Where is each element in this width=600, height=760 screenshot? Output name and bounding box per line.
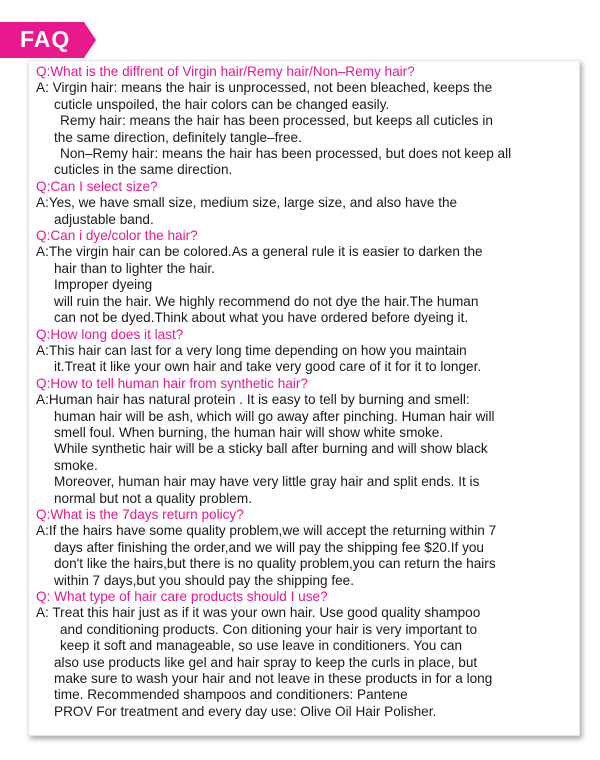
answer-6-line-1: A:If the hairs have some quality problem,we will accept the returning within 7 — [36, 523, 497, 539]
answer-2-line-2: adjustable band. — [54, 211, 154, 227]
answer-7-line-1: A: Treat this hair just as if it was your own hair. Use good quality shampoo — [36, 605, 481, 621]
answer-7-line-4: also use products like gel and hair spray to keep the curls in place, but — [54, 654, 478, 670]
answer-6-line-3: don't like the hairs,but there is no quality problem,you can return the hairs — [54, 556, 496, 572]
answer-3-line-2: hair than to lighter the hair. — [54, 260, 215, 276]
answer-1-line-5: Non–Remy hair: means the hair has been processed, but does not keep all — [60, 146, 512, 162]
question-4: Q:How long does it last? — [36, 326, 184, 342]
answer-4-line-1: A:This hair can last for a very long time depending on how you maintain — [36, 342, 467, 358]
answer-3-line-5: can not be dyed.Think about what you have ordered before dyeing it. — [54, 310, 469, 326]
faq-content — [36, 64, 564, 720]
answer-4-line-2: it.Treat it like your own hair and take very good care of it for it to longer. — [54, 359, 482, 375]
answer-2-line-1: A:Yes, we have small size, medium size, large size, and also have the — [36, 195, 458, 211]
answer-5-line-4: While synthetic hair will be a sticky ball after burning and will show black — [54, 441, 488, 457]
answer-3-line-4: will ruin the hair. We highly recommend do not dye the hair.The human — [54, 293, 479, 309]
answer-1-line-1: A: Virgin hair: means the hair is unprocessed, not been bleached, keeps the — [36, 80, 493, 96]
faq-badge — [0, 22, 96, 58]
answer-5-line-2: human hair will be ash, which will go away after pinching. Human hair will — [54, 408, 495, 424]
answer-3-line-1: A:The virgin hair can be colored.As a general rule it is easier to darken the — [36, 244, 483, 260]
answer-3-line-3: Improper dyeing — [54, 277, 153, 293]
answer-7-line-5: make sure to wash your hair and not leave in these products in for a long — [54, 671, 493, 687]
answer-1-line-6: cuticles in the same direction. — [54, 162, 233, 178]
question-1: Q:What is the diffrent of Virgin hair/Remy hair/Non–Remy hair? — [36, 64, 415, 79]
answer-5-line-5: smoke. — [54, 457, 98, 473]
question-6: Q:What is the 7days return policy? — [36, 506, 244, 522]
answer-7-line-7: PROV For treatment and every day use: Olive Oil Hair Polisher. — [54, 703, 437, 719]
question-7: Q: What type of hair care products should I use? — [36, 589, 328, 604]
answer-5-line-3: smell foul. When burning, the human hair will show white smoke. — [54, 424, 444, 440]
answer-7-line-3: keep it soft and manageable, so use leave in conditioners. You can — [60, 638, 463, 654]
answer-5-line-7: normal but not a quality problem. — [54, 490, 252, 506]
answer-5-line-6: Moreover, human hair may have very little gray hair and split ends. It is — [54, 474, 480, 490]
answer-1-line-2: cuticle unspoiled, the hair colors can be changed easily. — [54, 96, 390, 112]
answer-6-line-2: days after finishing the order,and we will pay the shipping fee $20.If you — [54, 539, 484, 555]
answer-7-line-6: time. Recommended shampoos and conditioners: Pantene — [54, 687, 408, 703]
question-5: Q:How to tell human hair from synthetic hair? — [36, 375, 308, 391]
question-3: Q:Can i dye/color the hair? — [36, 228, 198, 244]
question-2: Q:Can I select size? — [36, 178, 158, 194]
answer-1-line-3: Remy hair: means the hair has been processed, but keeps all cuticles in — [60, 113, 493, 129]
answer-7-line-2: and conditioning products. Con ditioning your hair is very important to — [60, 621, 478, 637]
answer-5-line-1: A:Human hair has natural protein . It is easy to tell by burning and smell: — [36, 392, 470, 408]
answer-6-line-4: within 7 days,but you should pay the shipping fee. — [54, 572, 355, 588]
faq-badge-label: FAQ — [20, 26, 71, 52]
answer-1-line-4: the same direction, definitely tangle–free. — [54, 129, 302, 145]
